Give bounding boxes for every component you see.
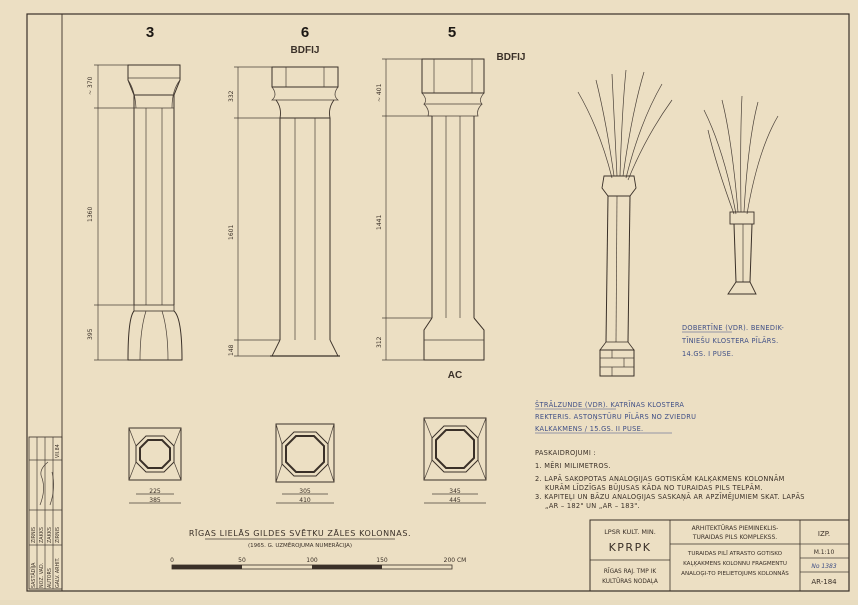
note-line: „AR – 182" UN „AR – 183".: [545, 502, 641, 510]
column-3-plan: [129, 428, 181, 504]
column-6-plan: [276, 424, 334, 504]
shaft-dimension: 1441: [376, 214, 383, 230]
plan-outer-dimension: 385: [149, 497, 161, 504]
column-6-elevation: [228, 24, 340, 356]
caption-line: 14.GS. I PUSE.: [682, 350, 734, 358]
note-line: KURĀM LĪDZĪGAS BŪJUSAS KĀDA NO TURAIDAS PILS TELPĀM.: [545, 484, 763, 492]
description-line: TURAIDAS PILĪ ATRASTO GOTISKO: [687, 551, 783, 557]
scale-tick: 200 CM: [443, 557, 467, 564]
scale-bar: [170, 557, 466, 569]
notes-heading: PASKAIDROJUMI :: [535, 449, 596, 457]
column-5-plan: [424, 418, 486, 504]
scale-tick: 100: [306, 557, 318, 564]
description-line: KAĻĶAKMENS KOLONNU FRAGMENTU: [683, 561, 787, 567]
drawing-subtitle: (1965. G. UZMĒROJUMA NUMERĀCIJA): [247, 543, 353, 549]
caption-line: TĪNIEŠU KLOSTERA PĪLĀRS.: [682, 337, 779, 345]
stralsund-pier-drawing: [578, 70, 672, 376]
signature: [40, 462, 54, 505]
caption-line: REKTERIS. ASTOŅSTŪRU PĪLĀRS NO ZVIEDRU: [535, 413, 697, 421]
shaft-dimension: 1601: [228, 224, 235, 240]
sheet-code: AR-184: [811, 578, 837, 586]
org-line: LPSR KULT. MIN.: [604, 528, 656, 536]
person-name: ZIRNIS: [56, 526, 61, 543]
capital-dimension: ~ 370: [87, 76, 94, 95]
dept-line: KULTŪRAS NODAĻA: [602, 579, 658, 585]
drawing-scale: M.1:10: [813, 549, 835, 556]
project-line: TURAIDAS PILS KOMPLEKSS.: [692, 534, 778, 541]
column-number: 6: [300, 24, 310, 41]
caption-line: ŠTRĀLZUNDE (VDR). KATRĪNAS KLOSTERA: [535, 401, 685, 409]
column-extra-code: AC: [447, 370, 463, 381]
project-line: ARHITEKTŪRAS PIEMINEKLIS-: [691, 525, 779, 532]
column-number: 5: [447, 24, 457, 41]
shaft-dimension: 1360: [87, 206, 94, 222]
column-code: BDFIJ: [496, 52, 526, 63]
drawing-title: RĪGAS LIELĀS GILDES SVĒTKU ZĀLES KOLONNAS.: [188, 529, 412, 538]
scale-tick: 150: [376, 557, 388, 564]
caption-line: KALKAKMENS / 15.GS. II PUSE.: [535, 425, 644, 433]
note-line: 2. LAPĀ SAKOPOTAS ANALOĢIJAS GOTISKĀM KALĶAKMENS KOLONNĀM: [535, 475, 785, 483]
title-block: [590, 520, 849, 591]
explanatory-notes: [535, 449, 805, 510]
inventory-number: No 1383: [811, 563, 837, 570]
doberan-pier-drawing: [704, 96, 778, 294]
person-name: ZIRNIS: [32, 526, 37, 543]
scale-tick: 0: [170, 557, 174, 564]
scale-tick: 50: [238, 557, 246, 564]
plan-inner-dimension: 225: [149, 488, 161, 495]
base-dimension: 395: [87, 328, 94, 340]
plan-outer-dimension: 410: [299, 497, 311, 504]
column-number: 3: [145, 24, 155, 41]
plan-outer-dimension: 445: [449, 497, 461, 504]
signature-block: [29, 437, 62, 589]
description-line: ANALOĢI-TO PIELIETOJUMS KOLONNĀS: [681, 571, 789, 577]
base-dimension: 312: [376, 336, 383, 348]
org-abbreviation: KPRPK: [608, 541, 652, 554]
role-label: SASTĀDĪJA: [32, 562, 37, 588]
base-dimension: 148: [228, 344, 235, 356]
dept-line: RĪGAS RAJ. TMP IK: [603, 569, 657, 575]
plan-inner-dimension: 305: [299, 488, 311, 495]
sign-date: VII.84: [56, 444, 61, 458]
sheet-border: [27, 14, 849, 591]
role-label: NOZ. VAD.: [40, 562, 45, 588]
person-name: ZAKKS: [48, 527, 53, 543]
person-name: ZAKKS: [40, 527, 45, 543]
stralsund-caption: [535, 400, 696, 433]
column-3-elevation: [87, 24, 182, 360]
column-5-elevation: [376, 24, 525, 381]
plan-inner-dimension: 345: [449, 488, 461, 495]
column-code: BDFIJ: [290, 45, 320, 56]
doberan-caption: [681, 323, 784, 358]
note-line: 1. MĒRI MILIMETROS.: [535, 462, 611, 470]
capital-dimension: 332: [228, 90, 235, 102]
capital-dimension: ~ 401: [376, 83, 383, 102]
note-line: 3. KAPITEĻI UN BĀZU ANALOĢIJAS SASKAŅĀ AR APZĪMĒJUMIEM SKAT. LAPĀS: [535, 493, 805, 501]
role-label: AUTORS: [48, 568, 53, 588]
caption-line: DOBERTĪNE (VDR). BENEDIK-: [682, 324, 785, 332]
izp-label: IZP.: [817, 530, 831, 538]
role-label: GALV. ARHIT.: [56, 557, 61, 588]
